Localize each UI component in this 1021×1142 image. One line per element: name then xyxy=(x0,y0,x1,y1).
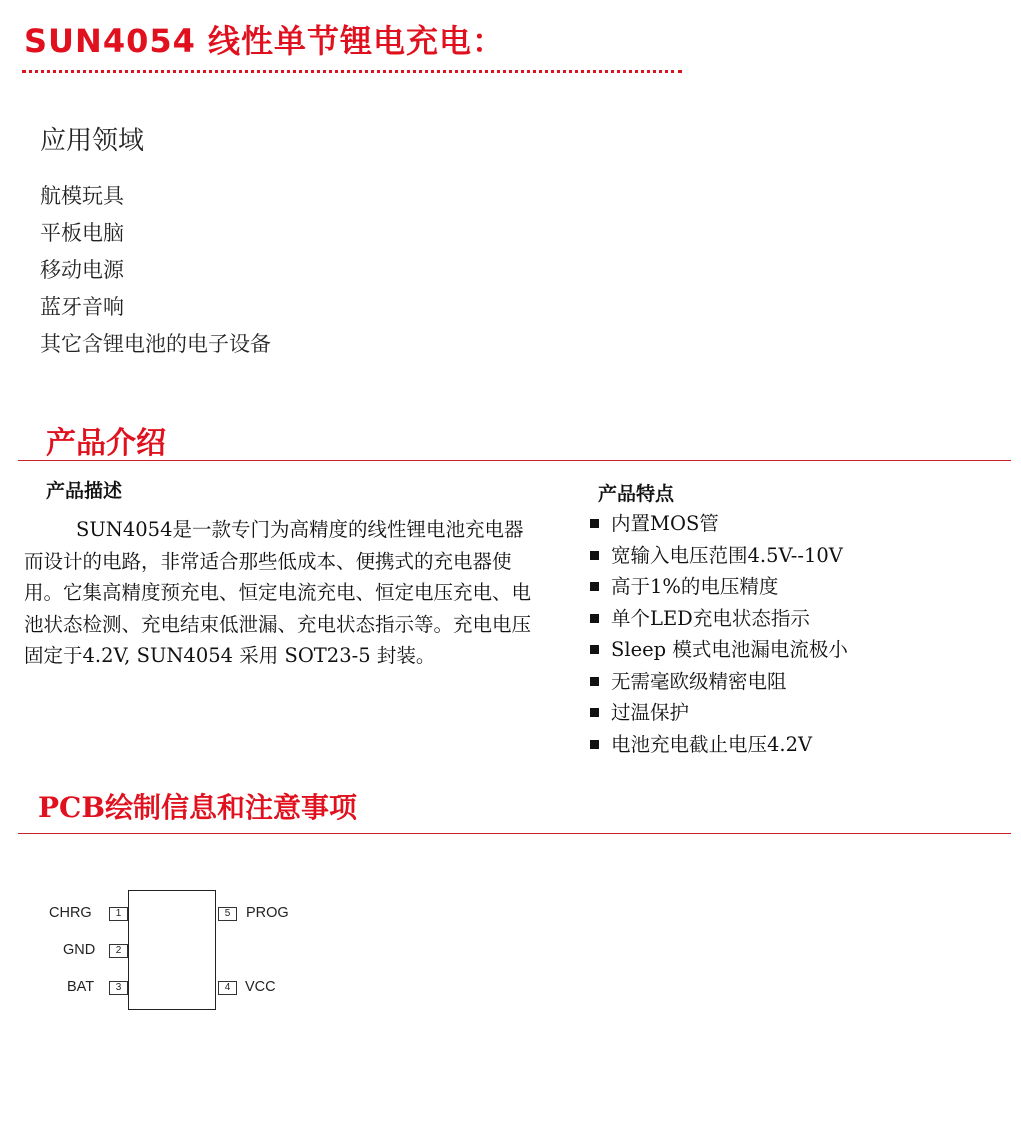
pin-number-5: 5 xyxy=(218,907,237,921)
bullet-icon xyxy=(590,740,599,749)
bullet-icon xyxy=(590,551,599,560)
list-item: 蓝牙音响 xyxy=(40,295,124,319)
intro-heading: 产品介绍 xyxy=(46,426,166,461)
pin-label-bat: BAT xyxy=(67,979,95,995)
pin-label-prog: PROG xyxy=(246,905,289,921)
applications-list xyxy=(40,178,271,363)
pcb-divider xyxy=(18,833,1011,834)
applications-heading: 应用领域 xyxy=(40,126,145,156)
features-heading: 产品特点 xyxy=(598,483,675,505)
list-item: 电池充电截止电压4.2V xyxy=(590,729,848,761)
list-item: Sleep 模式电池漏电流极小 xyxy=(590,634,848,666)
chip-package-diagram xyxy=(128,890,216,1010)
description-heading: 产品描述 xyxy=(46,480,123,502)
list-item: 内置MOS管 xyxy=(590,508,848,540)
bullet-icon xyxy=(590,614,599,623)
bullet-icon xyxy=(590,519,599,528)
list-item: 高于1%的电压精度 xyxy=(590,571,848,603)
description-text xyxy=(24,514,534,672)
list-item: 移动电源 xyxy=(40,258,124,282)
pin-label-chrg: CHRG xyxy=(49,905,92,921)
list-item: 宽输入电压范围4.5V--10V xyxy=(590,540,848,572)
intro-divider xyxy=(18,460,1011,461)
pin-label-vcc: VCC xyxy=(245,979,276,995)
page-title: SUN4054 线性单节锂电充电： xyxy=(24,22,506,60)
pin-number-4: 4 xyxy=(218,981,237,995)
bullet-icon xyxy=(590,582,599,591)
title-dotted-divider xyxy=(22,70,682,73)
bullet-icon xyxy=(590,708,599,717)
pin-number-2: 2 xyxy=(109,944,128,958)
list-item: 无需毫欧级精密电阻 xyxy=(590,666,848,698)
list-item: 航模玩具 xyxy=(40,184,124,208)
features-list xyxy=(590,508,848,760)
list-item: 过温保护 xyxy=(590,697,848,729)
pcb-heading: PCB绘制信息和注意事项 xyxy=(38,791,358,824)
list-item: 单个LED充电状态指示 xyxy=(590,603,848,635)
list-item: 其它含锂电池的电子设备 xyxy=(40,332,271,356)
description-paragraph: SUN4054是一款专门为高精度的线性锂电池充电器而设计的电路，非常适合那些低成本、便携式的充电器使用。它集高精度预充电、恒定电流充电、恒定电压充电、电池状态检测、充电结束低泄漏、充电状态指示等。充电电压固定于4.2V, SUN4054 采用 SOT23-5 封装。 xyxy=(24,518,532,667)
bullet-icon xyxy=(590,677,599,686)
list-item: 平板电脑 xyxy=(40,221,124,245)
pin-label-gnd: GND xyxy=(63,942,96,958)
pin-number-1: 1 xyxy=(109,907,128,921)
bullet-icon xyxy=(590,645,599,654)
pin-number-3: 3 xyxy=(109,981,128,995)
